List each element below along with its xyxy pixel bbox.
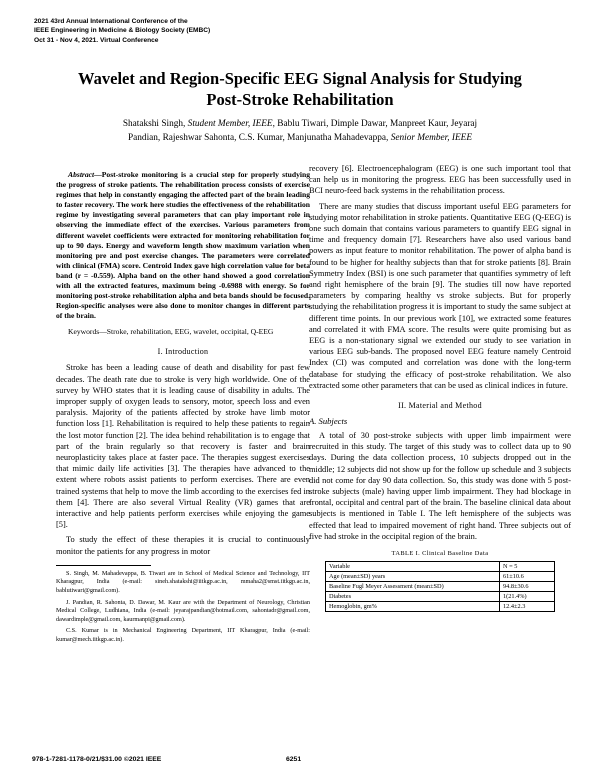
author-membership-a: Student Member, IEEE	[187, 119, 273, 129]
table-row	[326, 592, 555, 602]
footnote-1: S. Singh, M. Mahadevappa, B. Tiwari are in School of Medical Science and Technology, IIT Kharagpur, India (e-mail: sineh.shatakshi@iitkgp.ac.in, mmaha2@smst.iitkgp.ac.in, bablutiwari@gmail.com).	[56, 569, 310, 595]
title-line-1: Wavelet and Region-Specific EEG Signal Analysis for Studying	[78, 69, 522, 88]
intro-paragraph-4: There are many studies that discuss important useful EEG parameters for studying motor rehabilitation in stroke patients. Quantitative EEG (Q-EEG) is one such domain that contains various parameters to quantify EEG signal in time and frequency domain [7]. Researchers have also used various band powers as input feature to monitor rehabilitation. The power of alpha band is found to be higher for healthy subjects than that for stroke patients [8]. Brain Symmetry Index (BSI) is one such parameter that quantifies symmetry of left and right hemisphere of the brain [9]. The studies till now have reported parameters by comparing healthy vs stroke subjects. But for properly studying the rehabilitation progress it is important to study the same subject at different time points. In our previous work [10], we extracted some features and correlated it with FMA score. The results were quite promising but as EEG is a non-stationary signal we extended our study to see variation in various EEG sub-bands. The proposed novel EEG feature namely Centroid Index (CI) was computed and correlation was done with the long-term database for studying the efficacy of post-stroke rehabilitation. We also extracted some other parameters that can be used as clinical indices in future.	[309, 201, 571, 390]
page-number: 6251	[286, 756, 302, 763]
footer-isbn: 978-1-7281-1178-0/21/$31.00 ©2021 IEEE	[32, 756, 162, 763]
conference-header	[34, 17, 334, 45]
abstract	[56, 170, 310, 321]
author-membership-b: Senior Member, IEEE	[390, 132, 473, 143]
baseline-table	[325, 561, 555, 612]
table-cell-value: 1(21.4%)	[500, 592, 555, 602]
footnote-3: C.S. Kumar is in Mechanical Engineering Department, IIT Kharagpur, India (e-mail: kumar@mech.iitkgp.ac.in).	[56, 627, 310, 644]
table-row	[326, 562, 555, 572]
table-row	[326, 572, 555, 582]
table-cell-value: 94.8±30.6	[500, 582, 555, 592]
section-heading-introduction: I. Introduction	[157, 347, 209, 357]
table-cell-value: N = 5	[500, 562, 555, 572]
footnote-divider	[56, 565, 151, 566]
table-cell-value: 61±10.6	[500, 572, 555, 582]
table-caption: TABLE I. Clinical Baseline Data	[391, 550, 489, 558]
left-column	[56, 170, 310, 648]
author-list	[95, 118, 505, 145]
intro-paragraph-3: recovery [6]. Electroencephalogram (EEG) is one such important tool that can help us in monitoring the progress. EEG has been successfully used in BCI neuro-feed back systems in the rehabilitation process.	[309, 164, 571, 196]
subjects-paragraph: A total of 30 post-stroke subjects with upper limb impairment were recruited in this study. The target of this study was to collect data up to 90 days. During the data collection process, 10 subjects dropped out in the middle; 12 subjects did not show up for the follow up schedule and 3 subjects did not come for day 90 data collection. So, this study was done with 5 post-stroke subjects (male) having upper limb impairment. They had blockage in frontal, occipital and central part of the brain. The baseline clinical data about subjects is mentioned in Table I. The left hemisphere of the subjects was effected that lead to impaired movement of right hand. Three subjects out of five had stroke in the occipital region of the brain.	[309, 431, 571, 541]
abstract-label: Abstract	[68, 170, 95, 179]
conference-line-2: IEEE Engineering in Medicine & Biology Society (EMBC)	[34, 27, 211, 35]
paper-title	[40, 68, 560, 110]
subsection-heading-subjects: A. Subjects	[309, 416, 348, 427]
author-line-2	[95, 132, 505, 146]
table-cell-value: 12.4±2.3	[500, 602, 555, 612]
section-heading-method: II. Material and Method	[398, 401, 482, 411]
table-cell-label: Variable	[326, 562, 500, 572]
right-column	[309, 163, 571, 612]
conference-line-3: Oct 31 - Nov 4, 2021. Virtual Conference	[34, 36, 159, 44]
title-line-2: Post-Stroke Rehabilitation	[206, 90, 394, 109]
table-row	[326, 582, 555, 592]
abstract-text: —Post-stroke monitoring is a crucial step for properly studying the progress of stroke patients. The rehabilitation process consists of exercise regimes that help in constantly engaging the affected part of the brain leading to faster recovery. The work here studies the effectiveness of the rehabilitation regime by investigating several parameters that can play important role in observing the immediate effect of the exercises. Various parameters from different wavelet coefficients were extracted for monitoring rehabilitation for up to 90 days. Energy and waveform length show maximum variation when monitoring pre and post exercise changes. The parameters were correlated with clinical (FMA) score. Centroid Index gave high correlation value for beta band (r = -0.559). Alpha band on the other hand showed a good correlation with all the extracted features, maximum being -0.6988 with energy. So for monitoring post-stroke rehabilitation alpha and beta bands should be focused. Region-specific analyses were also done to monitor changes in different parts of the brain.	[56, 170, 310, 321]
conference-line-1: 2021 43rd Annual International Conference of the	[34, 18, 188, 25]
table-cell-label: Hemoglobin, gm%	[326, 602, 500, 612]
table-cell-label: Baseline Fugl Meyer Assessment (mean±SD)	[326, 582, 500, 592]
intro-paragraph-1: Stroke has been a leading cause of death and disability for past few decades. The death rate due to stroke is very high worldwide. One of the survey by WHO states that it is leading cause of disability in adults. The improper supply of oxygen leads to sensory, motor, speech loss and even paralysis. Majority of the patients affected by stroke have limb motor function loss [1]. Rehabilitation is required to help these patients to regain the lost motor function [2]. The idea behind rehabilitation is to engage that part of the brain regularly so that recovery is faster and brain neuroplasticity takes place at faster pace. The therapies suggest exercises that mimic daily life activities [3]. The therapies have advanced to the extent where robots assist patients to perform exercises. There are even trained systems that help to move the limb according to the exercises fed in them [4]. There are also several Virtual Reality (VR) games that are interactive and help patients perform exercises while enjoying the game [5].	[56, 363, 310, 530]
table-row	[326, 602, 555, 612]
table-cell-label: Age (mean±SD) years	[326, 572, 500, 582]
keywords: Keywords—Stroke, rehabilitation, EEG, wavelet, occipital, Q-EEG	[68, 327, 274, 337]
footnote-2: J. Pandian, R. Sahonta, D. Dawar, M. Kaur are with the Department of Neurology, Christian Medical College, Ludhiana, India (e-mail: jeyarajpandian@hotmail.com, sahontadr@gmail.com, dawardimple@gmail.com, kaurmanpi@gmail.com).	[56, 598, 310, 623]
author-names-b: , Bablu Tiwari, Dimple Dawar, Manpreet Kaur, Jeyaraj	[272, 119, 478, 129]
author-line-1	[95, 118, 505, 132]
author-names-c: Pandian, Rajeshwar Sahonta, C.S. Kumar, Manjunatha Mahadevappa,	[127, 132, 391, 143]
author-names-a: Shatakshi Singh,	[122, 119, 188, 129]
table-cell-label: Diabetes	[326, 592, 500, 602]
intro-paragraph-2: To study the effect of these therapies it is crucial to continuously monitor the patients for any progress in motor	[56, 535, 310, 556]
